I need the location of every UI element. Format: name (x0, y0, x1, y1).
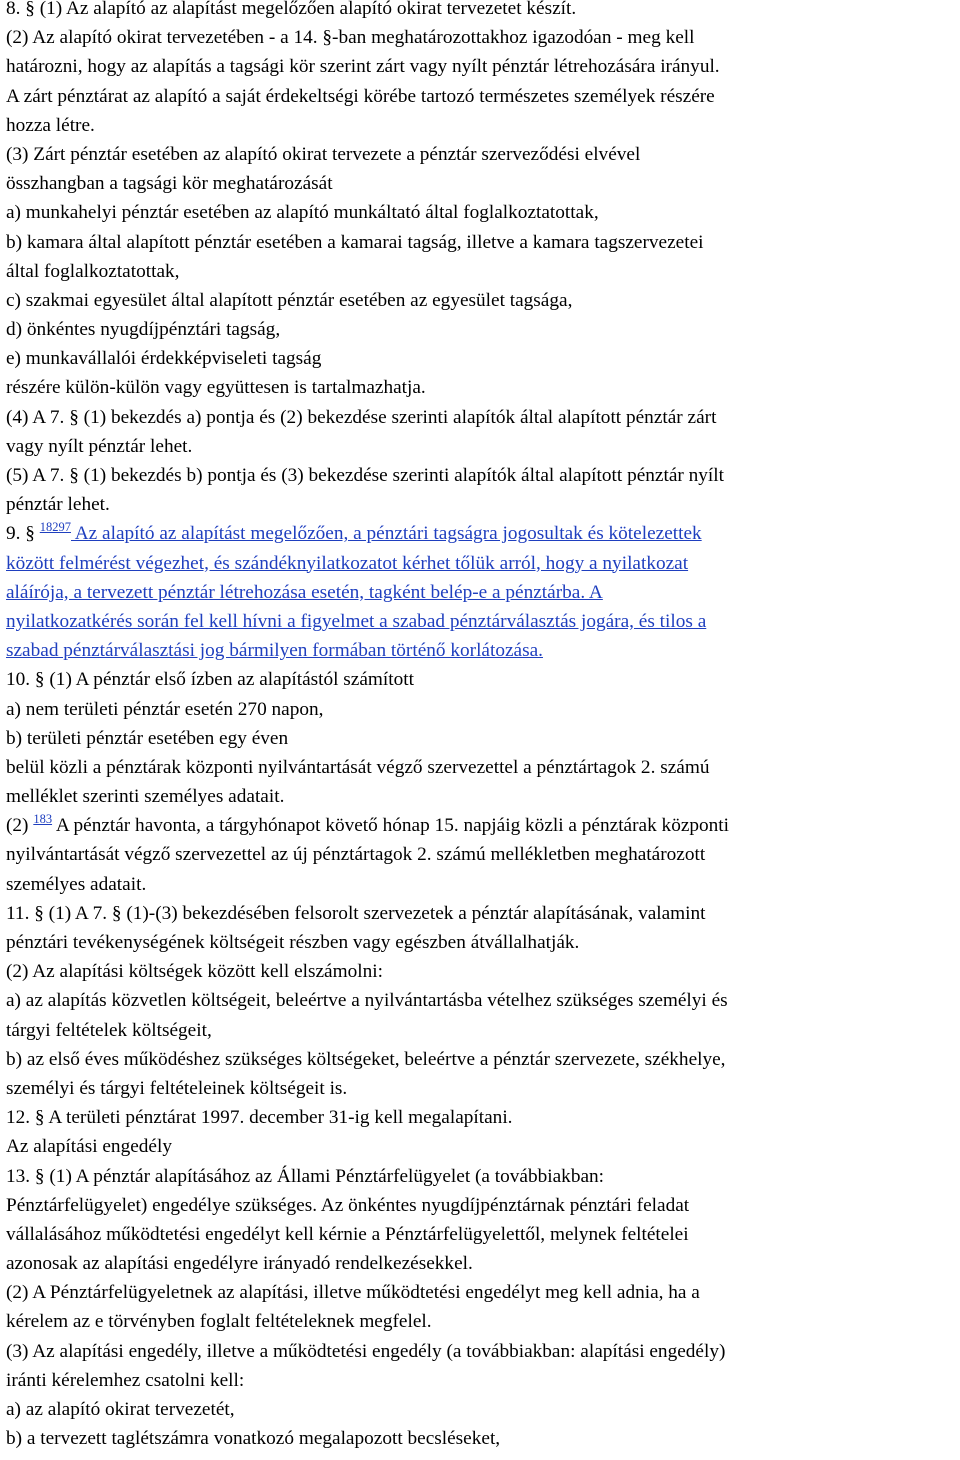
text-line: e) munkavállalói érdekképviseleti tagság (6, 348, 322, 370)
text-line: a) nem területi pénztár esetén 270 napon, (6, 698, 324, 720)
text-line: b) területi pénztár esetében egy éven (6, 727, 289, 749)
text-line: (2) A Pénztárfelügyeletnek az alapítási, illetve működtetési engedélyt meg kell adnia, ha a (6, 1282, 700, 1304)
text-line: (5) A 7. § (1) bekezdés b) pontja és (3) bekezdése szerinti alapítók által alapított pénztár nyílt (6, 465, 724, 486)
amended-text-link[interactable]: aláírója, a tervezett pénztár létrehozása esetén, tagként belép-e a pénztárba. A (6, 581, 603, 603)
text-line: a) az alapítás közvetlen költségeit, beleértve a nyilvántartásba vételhez szükséges személyi és (6, 990, 728, 1012)
text-line: 8. § (1) Az alapító az alapítást megelőzően alapító okirat tervezetet készít. (6, 0, 577, 19)
text-line: pénztári tevékenységének költségeit részben vagy egészben átvállalhatják. (6, 932, 580, 953)
text-line (6, 636, 954, 665)
text-line: Pénztárfelügyelet) engedélye szükséges. Az önkéntes nyugdíjpénztárnak pénztári feladat (6, 1194, 690, 1216)
text-line: 12. § A területi pénztárat 1997. december 31-ig kell megalapítani. (6, 1107, 513, 1129)
amended-text-link[interactable]: nyilatkozatkérés során fel kell hívni a figyelmet a szabad pénztárválasztás jogára, és tilos a (6, 610, 707, 632)
text-line (6, 519, 954, 548)
text-line (6, 607, 954, 636)
text-line: Az alapítási engedély (6, 1136, 172, 1158)
text-line: (2) Az alapító okirat tervezetében - a 14. §-ban meghatározottakhoz igazodóan - meg kell (6, 27, 695, 49)
text-line: pénztár lehet. (6, 494, 110, 516)
text-line: összhangban a tagsági kör meghatározását (6, 173, 333, 195)
text-line: b) az első éves működéshez szükséges költségeket, beleértve a pénztár szervezete, székhelye, (6, 1048, 726, 1070)
text-line: (3) Az alapítási engedély, illetve a működtetési engedély (a továbbiakban: alapítási engedély) (6, 1340, 726, 1362)
text-line (6, 549, 954, 578)
text-line: (4) A 7. § (1) bekezdés a) pontja és (2) bekezdése szerinti alapítók által alapított pénztár zárt (6, 406, 717, 428)
text-line: iránti kérelemhez csatolni kell: (6, 1369, 245, 1391)
text-line: b) a tervezett taglétszámra vonatkozó megalapozott becsléseket, (6, 1428, 501, 1450)
text-line: vagy nyílt pénztár lehet. (6, 435, 193, 457)
text-line: hozza létre. (6, 114, 95, 136)
text-line: személyes adatait. (6, 873, 147, 895)
line-prefix: (2) (6, 815, 34, 837)
text-line: azonosak az alapítási engedélyre irányadó rendelkezésekkel. (6, 1253, 473, 1275)
text-line: tárgyi feltételek költségeit, (6, 1019, 212, 1041)
text-line: (2) Az alapítási költségek között kell elszámolni: (6, 961, 383, 983)
text-line: melléklet szerinti személyes adatait. (6, 786, 285, 808)
text-line: vállalásához működtetési engedélyt kell kérnie a Pénztárfelügyelettől, melynek feltételei (6, 1223, 689, 1245)
text-line: nyilvántartását végző szervezettel az új pénztártagok 2. számú mellékletben meghatározott (6, 844, 706, 866)
text-line: belül közli a pénztárak központi nyilvántartását végző szervezettel a pénztártagok 2. számú (6, 756, 710, 778)
text-line: a) munkahelyi pénztár esetében az alapító munkáltató által foglalkoztatottak, (6, 202, 599, 224)
amended-text-link[interactable]: Az alapító az alapítást megelőzően, a pénztári tagságra jogosultak és kötelezettek (71, 523, 702, 545)
text-line: határozni, hogy az alapítás a tagsági kör szerint zárt vagy nyílt pénztár létrehozására irányul. (6, 56, 720, 78)
footnote-link[interactable]: 183 (33, 812, 53, 827)
text-line: részére külön-külön vagy együttesen is tartalmazhatja. (6, 377, 426, 399)
text-line: személyi és tárgyi feltételeinek költségeit is. (6, 1077, 348, 1099)
text-line: b) kamara által alapított pénztár esetében a kamarai tagság, illetve a kamara tagszervezetei (6, 231, 704, 253)
line-prefix: 9. § (6, 523, 40, 545)
text-line: A zárt pénztárat az alapító a saját érdekeltségi körébe tartozó természetes személyek részére (6, 85, 715, 107)
text-line: c) szakmai egyesület által alapított pénztár esetében az egyesület tagsága, (6, 289, 573, 311)
text-line: 11. § (1) A 7. § (1)-(3) bekezdésében felsorolt szervezetek a pénztár alapításának, valamint (6, 902, 706, 924)
text-line (6, 578, 954, 607)
text-line: kérelem az e törvényben foglalt feltételeknek megfelel. (6, 1311, 432, 1333)
text-line: által foglalkoztatottak, (6, 260, 180, 282)
amended-text-link[interactable]: szabad pénztárválasztási jog bármilyen formában történő korlátozása. (6, 640, 543, 662)
text-line: d) önkéntes nyugdíjpénztári tagság, (6, 319, 281, 341)
text-line: (3) Zárt pénztár esetében az alapító okirat tervezete a pénztár szerveződési elvével (6, 143, 641, 165)
line-text: A pénztár havonta, a tárgyhónapot követő hónap 15. napjáig közli a pénztárak központi (52, 815, 730, 837)
text-line: 10. § (1) A pénztár első ízben az alapítástól számított (6, 669, 414, 691)
amended-text-link[interactable]: között felmérést végezhet, és szándéknyilatkozatot kérhet tőlük arról, hogy a nyilatkozat (6, 552, 689, 574)
text-line (6, 811, 954, 840)
text-line: 13. § (1) A pénztár alapításához az Állami Pénztárfelügyelet (a továbbiakban: (6, 1165, 605, 1187)
text-line: a) az alapító okirat tervezetét, (6, 1399, 235, 1420)
footnote-link[interactable]: 18297 (39, 520, 71, 535)
